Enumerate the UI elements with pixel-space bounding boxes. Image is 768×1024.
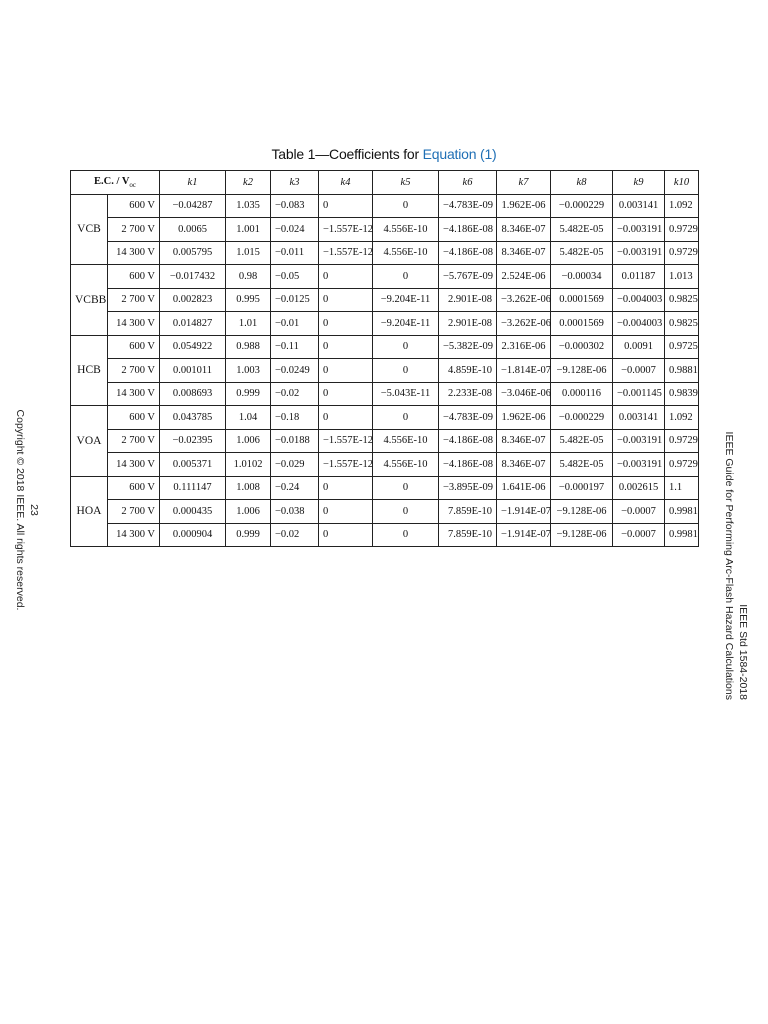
coefficient-cell-k7: −3.262E-06 — [497, 288, 551, 312]
coefficient-cell-k6: 7.859E-10 — [439, 500, 497, 524]
coefficient-cell-k4: 0 — [319, 265, 373, 289]
coefficient-cell-k1: 0.001011 — [160, 359, 226, 383]
coefficient-cell-k7: −1.914E-07 — [497, 500, 551, 524]
coefficient-cell-k2: 1.0102 — [226, 453, 271, 477]
coefficient-cell-k4: −1.557E-12 — [319, 218, 373, 242]
coefficient-cell-k9: −0.004003 — [613, 312, 665, 336]
coefficient-cell-k9: −0.003191 — [613, 429, 665, 453]
voltage-cell: 14 300 V — [108, 241, 160, 265]
table-row — [71, 500, 699, 524]
header-k2: k2 — [226, 171, 271, 195]
voltage-cell: 600 V — [108, 265, 160, 289]
voltage-cell: 2 700 V — [108, 218, 160, 242]
coefficient-cell-k1: 0.008693 — [160, 382, 226, 406]
coefficient-cell-k2: 1.04 — [226, 406, 271, 430]
electrode-configuration-label: VCBB — [71, 265, 108, 336]
coefficient-cell-k4: 0 — [319, 312, 373, 336]
coefficient-cell-k9: −0.001145 — [613, 382, 665, 406]
voltage-cell: 600 V — [108, 406, 160, 430]
table-row — [71, 523, 699, 547]
coefficient-cell-k9: 0.002615 — [613, 476, 665, 500]
coefficient-cell-k6: −4.186E-08 — [439, 453, 497, 477]
header-ec-vo: E.C. / $V_{oc}$ — [71, 171, 160, 195]
coefficient-cell-k8: 5.482E-05 — [551, 241, 613, 265]
coefficient-cell-k7: 8.346E-07 — [497, 429, 551, 453]
coefficient-cell-k5: 0 — [373, 265, 439, 289]
coefficient-cell-k10: 0.9729 — [665, 429, 699, 453]
coefficient-cell-k10: 0.9839 — [665, 382, 699, 406]
coefficient-cell-k7: 2.316E-06 — [497, 335, 551, 359]
coefficient-cell-k6: 2.901E-08 — [439, 288, 497, 312]
coefficient-cell-k7: −1.814E-07 — [497, 359, 551, 383]
coefficient-cell-k4: 0 — [319, 288, 373, 312]
coefficient-cell-k6: −4.186E-08 — [439, 429, 497, 453]
coefficient-cell-k10: 0.9981 — [665, 500, 699, 524]
table-row — [71, 241, 699, 265]
coefficient-cell-k10: 0.9825 — [665, 312, 699, 336]
coefficient-cell-k8: −0.000229 — [551, 194, 613, 218]
table-row — [71, 476, 699, 500]
table-row — [71, 335, 699, 359]
coefficient-cell-k3: −0.0249 — [271, 359, 319, 383]
coefficient-cell-k6: 4.859E-10 — [439, 359, 497, 383]
coefficient-cell-k2: 0.988 — [226, 335, 271, 359]
voltage-cell: 2 700 V — [108, 429, 160, 453]
coefficient-cell-k6: −4.783E-09 — [439, 194, 497, 218]
header-k1: k1 — [160, 171, 226, 195]
coefficient-cell-k1: 0.043785 — [160, 406, 226, 430]
voltage-cell: 14 300 V — [108, 382, 160, 406]
electrode-configuration-label: HOA — [71, 476, 108, 547]
voltage-cell: 14 300 V — [108, 453, 160, 477]
coefficient-cell-k1: −0.04287 — [160, 194, 226, 218]
coefficient-cell-k7: 8.346E-07 — [497, 453, 551, 477]
coefficient-cell-k8: 0.000116 — [551, 382, 613, 406]
coefficient-cell-k3: −0.24 — [271, 476, 319, 500]
table-row — [71, 429, 699, 453]
coefficient-cell-k2: 1.001 — [226, 218, 271, 242]
header-k9: k9 — [613, 171, 665, 195]
caption-prefix: Table 1—Coefficients for — [271, 146, 423, 162]
header-k3: k3 — [271, 171, 319, 195]
table-row — [71, 312, 699, 336]
coefficient-cell-k7: 1.962E-06 — [497, 406, 551, 430]
table-row — [71, 359, 699, 383]
coefficient-cell-k8: 5.482E-05 — [551, 429, 613, 453]
coefficient-cell-k8: 0.0001569 — [551, 288, 613, 312]
coefficient-cell-k8: −0.000302 — [551, 335, 613, 359]
coefficient-cell-k1: 0.111147 — [160, 476, 226, 500]
table-row — [71, 382, 699, 406]
coefficient-cell-k4: 0 — [319, 359, 373, 383]
equation-link[interactable]: Equation (1) — [422, 146, 497, 162]
coefficient-cell-k5: 0 — [373, 335, 439, 359]
coefficient-cell-k6: −5.382E-09 — [439, 335, 497, 359]
coefficient-cell-k2: 0.98 — [226, 265, 271, 289]
coefficient-cell-k5: 0 — [373, 523, 439, 547]
coefficient-cell-k9: −0.003191 — [613, 218, 665, 242]
coefficient-cell-k3: −0.011 — [271, 241, 319, 265]
coefficient-cell-k5: 4.556E-10 — [373, 241, 439, 265]
coefficient-cell-k9: 0.01187 — [613, 265, 665, 289]
coefficient-cell-k1: 0.000904 — [160, 523, 226, 547]
coefficient-cell-k10: 0.9729 — [665, 241, 699, 265]
coefficient-cell-k9: −0.0007 — [613, 523, 665, 547]
coefficient-cell-k4: 0 — [319, 523, 373, 547]
electrode-configuration-label: VCB — [71, 194, 108, 265]
voltage-cell: 2 700 V — [108, 500, 160, 524]
coefficient-cell-k8: −0.000197 — [551, 476, 613, 500]
coefficient-cell-k4: −1.557E-12 — [319, 241, 373, 265]
page-number: 23 — [28, 504, 40, 516]
coefficient-cell-k9: −0.004003 — [613, 288, 665, 312]
coefficient-cell-k10: 0.9729 — [665, 218, 699, 242]
table-body — [71, 194, 699, 547]
coefficient-cell-k10: 0.9725 — [665, 335, 699, 359]
coefficient-cell-k2: 1.035 — [226, 194, 271, 218]
coefficient-cell-k4: 0 — [319, 194, 373, 218]
electrode-configuration-label: VOA — [71, 406, 108, 477]
coefficient-cell-k10: 0.9729 — [665, 453, 699, 477]
coefficient-cell-k5: 0 — [373, 194, 439, 218]
coefficient-cell-k1: 0.014827 — [160, 312, 226, 336]
coefficient-cell-k8: −0.00034 — [551, 265, 613, 289]
coefficient-cell-k1: 0.054922 — [160, 335, 226, 359]
coefficient-cell-k2: 0.995 — [226, 288, 271, 312]
coefficient-cell-k6: −4.783E-09 — [439, 406, 497, 430]
coefficient-cell-k10: 1.092 — [665, 194, 699, 218]
coefficient-cell-k6: −3.895E-09 — [439, 476, 497, 500]
coefficient-cell-k10: 1.092 — [665, 406, 699, 430]
coefficient-cell-k1: −0.017432 — [160, 265, 226, 289]
coefficient-cell-k2: 1.008 — [226, 476, 271, 500]
coefficient-cell-k5: 0 — [373, 359, 439, 383]
coefficient-cell-k9: 0.003141 — [613, 406, 665, 430]
coefficient-cell-k2: 1.015 — [226, 241, 271, 265]
coefficient-cell-k1: 0.005371 — [160, 453, 226, 477]
coefficient-cell-k5: 0 — [373, 476, 439, 500]
coefficient-cell-k6: −4.186E-08 — [439, 241, 497, 265]
coefficient-cell-k2: 1.01 — [226, 312, 271, 336]
coefficient-cell-k4: 0 — [319, 476, 373, 500]
coefficient-cell-k8: 5.482E-05 — [551, 453, 613, 477]
voltage-cell: 2 700 V — [108, 288, 160, 312]
coefficient-cell-k4: 0 — [319, 382, 373, 406]
header-k6: k6 — [439, 171, 497, 195]
header-k7: k7 — [497, 171, 551, 195]
coefficient-cell-k5: 0 — [373, 406, 439, 430]
electrode-configuration-label: HCB — [71, 335, 108, 406]
standard-number: IEEE Std 1584-2018 — [737, 604, 749, 700]
voltage-cell: 600 V — [108, 476, 160, 500]
coefficient-cell-k2: 0.999 — [226, 382, 271, 406]
coefficient-cell-k8: −9.128E-06 — [551, 523, 613, 547]
coefficient-cell-k5: 0 — [373, 500, 439, 524]
voltage-cell: 14 300 V — [108, 312, 160, 336]
table-row — [71, 194, 699, 218]
coefficient-cell-k8: −9.128E-06 — [551, 500, 613, 524]
table-row — [71, 265, 699, 289]
coefficient-cell-k8: −0.000229 — [551, 406, 613, 430]
coefficient-cell-k7: −3.262E-06 — [497, 312, 551, 336]
coefficient-cell-k10: 0.9981 — [665, 523, 699, 547]
coefficient-cell-k7: 1.962E-06 — [497, 194, 551, 218]
table-row — [71, 453, 699, 477]
table-caption — [70, 146, 698, 162]
coefficient-cell-k3: −0.083 — [271, 194, 319, 218]
coefficient-cell-k7: 2.524E-06 — [497, 265, 551, 289]
header-k8: k8 — [551, 171, 613, 195]
header-k4: k4 — [319, 171, 373, 195]
coefficient-cell-k6: 2.233E-08 — [439, 382, 497, 406]
coefficient-cell-k3: −0.05 — [271, 265, 319, 289]
copyright-notice: Copyright © 2018 IEEE. All rights reserved. — [14, 409, 26, 611]
coefficient-cell-k8: −9.128E-06 — [551, 359, 613, 383]
coefficient-cell-k5: −9.204E-11 — [373, 288, 439, 312]
coefficient-cell-k1: 0.000435 — [160, 500, 226, 524]
coefficient-cell-k7: 8.346E-07 — [497, 241, 551, 265]
coefficient-cell-k9: −0.0007 — [613, 359, 665, 383]
coefficient-cell-k9: −0.003191 — [613, 241, 665, 265]
coefficient-cell-k1: 0.005795 — [160, 241, 226, 265]
coefficient-cell-k10: 0.9825 — [665, 288, 699, 312]
coefficient-cell-k7: −3.046E-06 — [497, 382, 551, 406]
voltage-cell: 14 300 V — [108, 523, 160, 547]
coefficient-cell-k3: −0.02 — [271, 523, 319, 547]
coefficient-cell-k2: 1.006 — [226, 429, 271, 453]
table-row — [71, 288, 699, 312]
coefficient-cell-k2: 1.003 — [226, 359, 271, 383]
coefficient-cell-k3: −0.02 — [271, 382, 319, 406]
coefficient-cell-k7: −1.914E-07 — [497, 523, 551, 547]
coefficient-cell-k10: 0.9881 — [665, 359, 699, 383]
coefficient-cell-k9: 0.003141 — [613, 194, 665, 218]
coefficient-cell-k2: 1.006 — [226, 500, 271, 524]
coefficient-cell-k3: −0.029 — [271, 453, 319, 477]
voltage-cell: 600 V — [108, 335, 160, 359]
coefficient-cell-k9: 0.0091 — [613, 335, 665, 359]
coefficient-cell-k6: 7.859E-10 — [439, 523, 497, 547]
coefficient-cell-k5: 4.556E-10 — [373, 218, 439, 242]
coefficient-cell-k6: −4.186E-08 — [439, 218, 497, 242]
coefficient-cell-k8: 0.0001569 — [551, 312, 613, 336]
coefficient-cell-k10: 1.1 — [665, 476, 699, 500]
table-row — [71, 218, 699, 242]
coefficient-cell-k3: −0.024 — [271, 218, 319, 242]
coefficient-cell-k6: 2.901E-08 — [439, 312, 497, 336]
header-k5: k5 — [373, 171, 439, 195]
voltage-cell: 600 V — [108, 194, 160, 218]
coefficient-cell-k5: 4.556E-10 — [373, 453, 439, 477]
coefficient-cell-k3: −0.0125 — [271, 288, 319, 312]
coefficient-cell-k3: −0.038 — [271, 500, 319, 524]
coefficient-cell-k7: 8.346E-07 — [497, 218, 551, 242]
coefficient-cell-k2: 0.999 — [226, 523, 271, 547]
voltage-cell: 2 700 V — [108, 359, 160, 383]
coefficients-table — [70, 170, 699, 547]
document-title: IEEE Guide for Performing Arc-Flash Hazard Calculations — [723, 431, 735, 700]
coefficient-cell-k5: −5.043E-11 — [373, 382, 439, 406]
coefficient-cell-k1: −0.02395 — [160, 429, 226, 453]
header-k10: k10 — [665, 171, 699, 195]
coefficient-cell-k4: −1.557E-12 — [319, 453, 373, 477]
coefficient-cell-k4: 0 — [319, 335, 373, 359]
coefficient-cell-k4: −1.557E-12 — [319, 429, 373, 453]
coefficient-cell-k4: 0 — [319, 406, 373, 430]
coefficient-cell-k9: −0.0007 — [613, 500, 665, 524]
coefficient-cell-k3: −0.18 — [271, 406, 319, 430]
coefficient-cell-k8: 5.482E-05 — [551, 218, 613, 242]
coefficient-cell-k10: 1.013 — [665, 265, 699, 289]
coefficient-cell-k6: −5.767E-09 — [439, 265, 497, 289]
coefficient-cell-k7: 1.641E-06 — [497, 476, 551, 500]
coefficient-cell-k3: −0.0188 — [271, 429, 319, 453]
coefficient-cell-k1: 0.002823 — [160, 288, 226, 312]
table-row — [71, 406, 699, 430]
coefficient-cell-k9: −0.003191 — [613, 453, 665, 477]
coefficient-cell-k5: 4.556E-10 — [373, 429, 439, 453]
coefficient-cell-k4: 0 — [319, 500, 373, 524]
coefficient-cell-k3: −0.11 — [271, 335, 319, 359]
coefficient-cell-k3: −0.01 — [271, 312, 319, 336]
header-row — [71, 171, 699, 195]
coefficient-cell-k1: 0.0065 — [160, 218, 226, 242]
coefficient-cell-k5: −9.204E-11 — [373, 312, 439, 336]
